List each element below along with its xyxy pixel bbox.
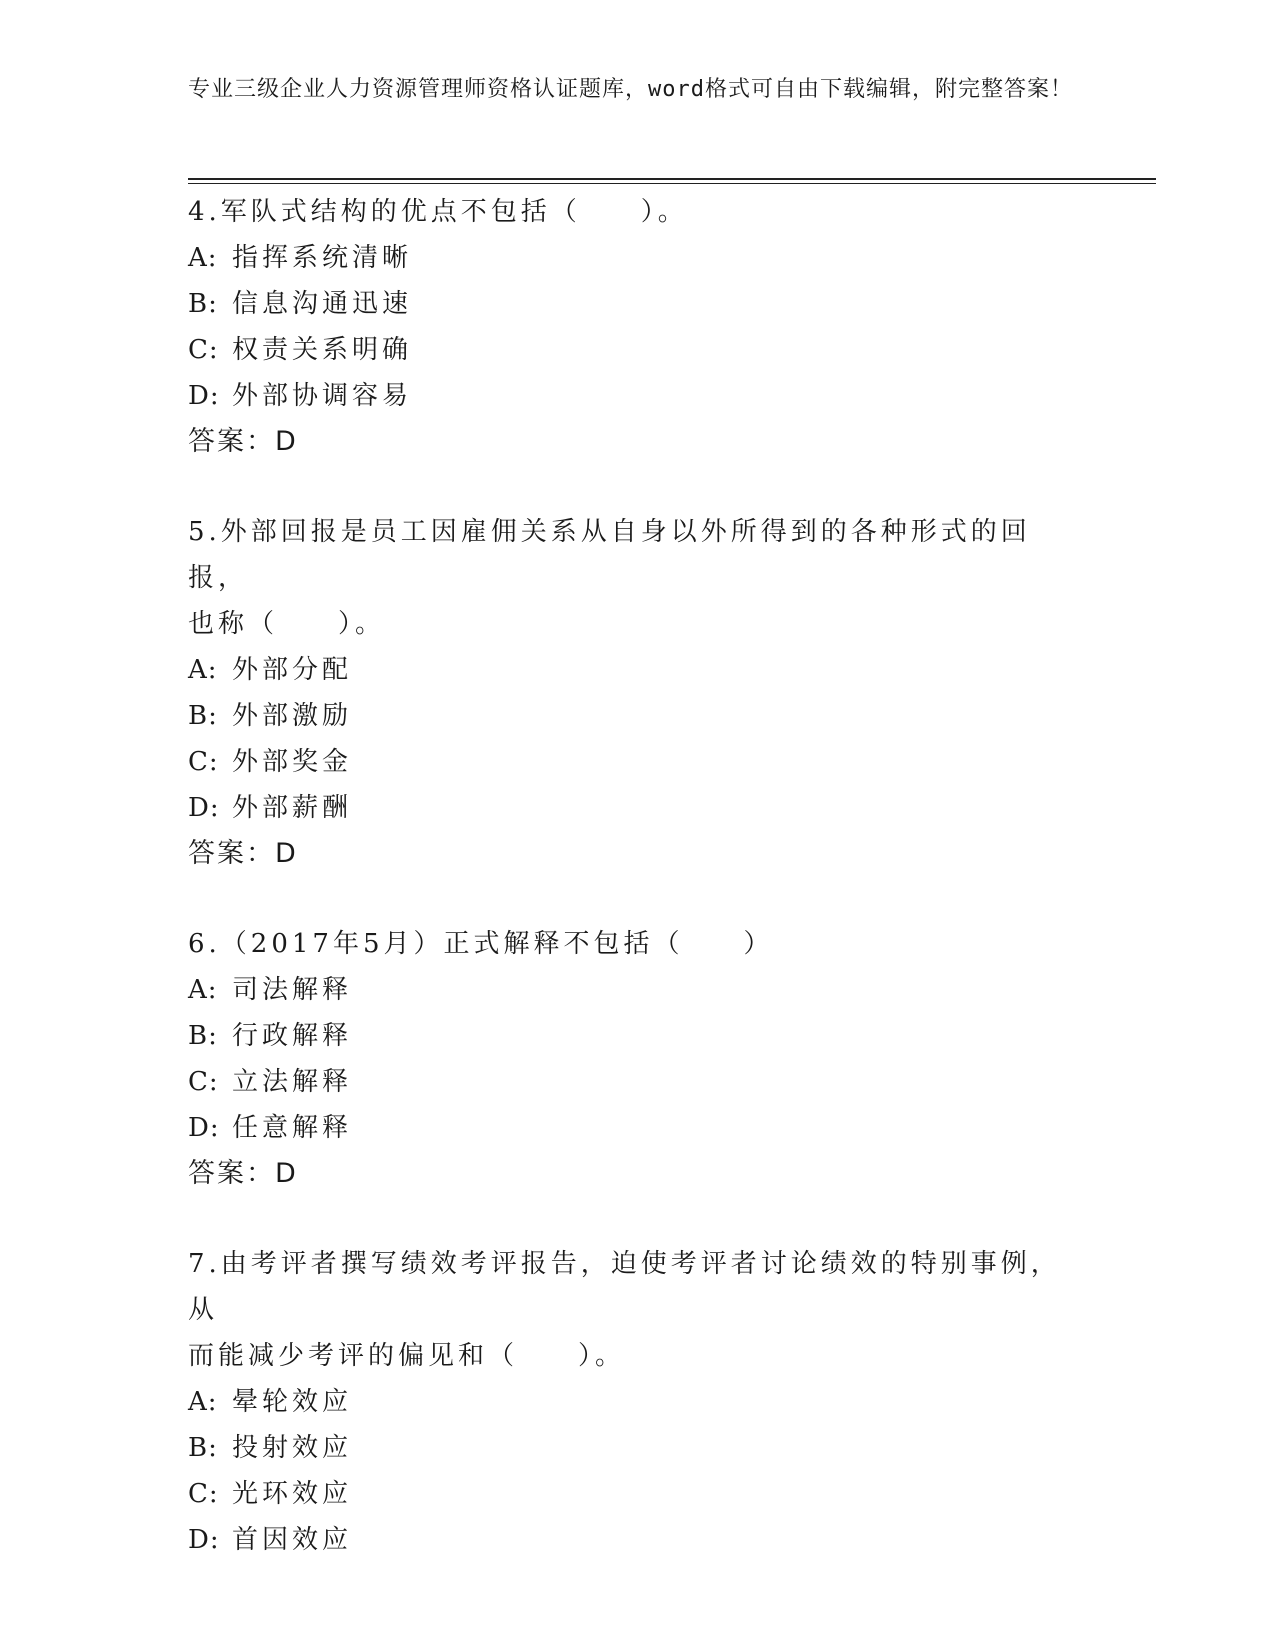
option-text: 晕轮效应: [232, 1387, 353, 1417]
option-a: [188, 967, 1088, 1013]
answer: 答案：D: [188, 1158, 298, 1189]
question-list: [188, 189, 1088, 1607]
question-stem-continued: 而能减少考评的偏见和（ ）。: [188, 1341, 626, 1371]
option-b: [188, 1013, 1088, 1059]
option-a: [188, 235, 1088, 281]
option-b: [188, 693, 1088, 739]
option-key: D:: [188, 1525, 220, 1555]
question-stem-continued: 也称（ ）。: [188, 609, 386, 639]
option-b: [188, 281, 1088, 327]
option-key: D:: [188, 381, 220, 411]
option-text: 立法解释: [232, 1067, 353, 1097]
question-7: [188, 1241, 1088, 1563]
option-key: B:: [188, 1021, 218, 1051]
option-a: [188, 1379, 1088, 1425]
option-d: [188, 785, 1088, 831]
option-text: 外部协调容易: [232, 381, 413, 411]
option-text: 外部奖金: [232, 747, 353, 777]
option-key: D:: [188, 793, 220, 823]
option-text: 外部分配: [232, 655, 353, 685]
option-text: 信息沟通迅速: [232, 289, 413, 319]
option-text: 投射效应: [232, 1433, 353, 1463]
option-text: 任意解释: [232, 1113, 353, 1143]
option-c: [188, 327, 1088, 373]
option-text: 光环效应: [232, 1479, 353, 1509]
option-key: A:: [188, 975, 218, 1005]
option-key: A:: [188, 243, 218, 273]
option-key: A:: [188, 1387, 218, 1417]
option-key: C:: [188, 1067, 219, 1097]
option-key: C:: [188, 335, 219, 365]
question-stem: 6.（2017年5月）正式解释不包括（ ）: [188, 929, 774, 959]
question-stem: 7.由考评者撰写绩效考评报告，迫使考评者讨论绩效的特别事例，从: [188, 1249, 1061, 1325]
header-divider-thick: [188, 178, 1156, 180]
option-key: C:: [188, 1479, 219, 1509]
option-key: B:: [188, 701, 218, 731]
option-d: [188, 1517, 1088, 1563]
answer: 答案：D: [188, 426, 298, 457]
option-c: [188, 739, 1088, 785]
option-text: 行政解释: [232, 1021, 353, 1051]
document-header: [188, 74, 1088, 106]
option-d: [188, 373, 1088, 419]
option-text: 外部激励: [232, 701, 353, 731]
option-text: 指挥系统清晰: [232, 243, 413, 273]
option-key: D:: [188, 1113, 220, 1143]
answer: 答案：D: [188, 838, 298, 869]
question-stem: 5.外部回报是员工因雇佣关系从自身以外所得到的各种形式的回报，: [188, 517, 1031, 593]
question-5: [188, 509, 1088, 877]
option-key: C:: [188, 747, 219, 777]
header-text: 专业三级企业人力资源管理师资格认证题库，word格式可自由下载编辑，附完整答案！: [188, 77, 1073, 102]
option-key: B:: [188, 1433, 218, 1463]
header-divider-thin: [188, 183, 1156, 184]
option-text: 首因效应: [232, 1525, 353, 1555]
option-text: 权责关系明确: [232, 335, 413, 365]
option-key: B:: [188, 289, 218, 319]
option-c: [188, 1471, 1088, 1517]
question-stem: 4.军队式结构的优点不包括（ ）。: [188, 197, 688, 227]
option-key: A:: [188, 655, 218, 685]
option-text: 司法解释: [232, 975, 353, 1005]
question-4: [188, 189, 1088, 465]
option-text: 外部薪酬: [232, 793, 353, 823]
option-b: [188, 1425, 1088, 1471]
option-c: [188, 1059, 1088, 1105]
question-6: [188, 921, 1088, 1197]
option-d: [188, 1105, 1088, 1151]
option-a: [188, 647, 1088, 693]
